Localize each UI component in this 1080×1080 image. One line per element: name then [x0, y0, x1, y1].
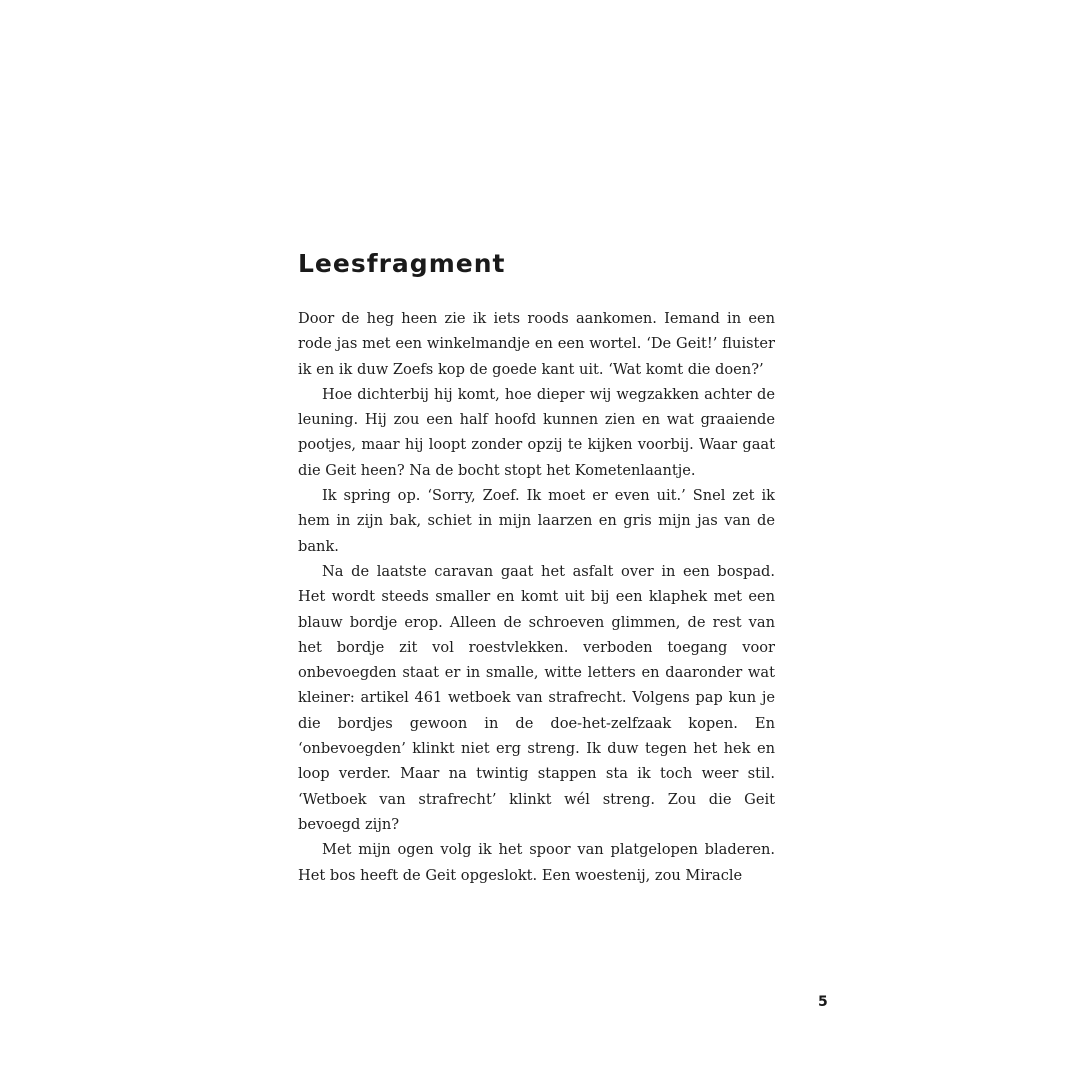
paragraph: Hoe dichterbij hij komt, hoe dieper wij wegzakken achter de leuning. Hij zou een half hoofd kunnen zien en wat graaiende pootjes, maar hij loopt zonder opzij te kijken voorbij. Waar gaat die Geit heen? Na de bocht stopt het Kometenlaantje.	[298, 385, 775, 479]
paragraph: Met mijn ogen volg ik het spoor van platgelopen bladeren. Het bos heeft de Geit opgeslokt. Een woestenij, zou Miracle	[298, 841, 775, 884]
excerpt-text	[298, 306, 775, 888]
paragraph: Door de heg heen zie ik iets roods aankomen. Iemand in een rode jas met een winkelmandje en een wortel. ‘De Geit!’ fluister ik en ik duw Zoefs kop de goede kant uit. ‘Wat komt die doen?’	[298, 310, 775, 378]
page-number: 5	[818, 994, 828, 1010]
paragraph: Na de laatste caravan gaat het asfalt over in een bospad. Het wordt steeds smaller en komt uit bij een klaphek met een blauw bordje erop. Alleen de schroeven glimmen, de rest van het bordje zit vol roestvlekken. verboden toegang voor onbevoegden staat er in smalle, witte letters en daaronder wat kleiner: artikel 461 wetboek van strafrecht. Volgens pap kun je die bordjes gewoon in de doe-het-zelfzaak kopen. En ‘onbevoegden’ klinkt niet erg streng. Ik duw tegen het hek en loop verder. Maar na twintig stappen sta ik toch weer stil. ‘Wetboek van strafrecht’ klinkt wél streng. Zou die Geit bevoegd zijn?	[298, 562, 775, 833]
section-heading: Leesfragment	[298, 249, 506, 278]
paragraph: Ik spring op. ‘Sorry, Zoef. Ik moet er even uit.’ Snel zet ik hem in zijn bak, schiet in mijn laarzen en gris mijn jas van de bank.	[298, 487, 775, 555]
